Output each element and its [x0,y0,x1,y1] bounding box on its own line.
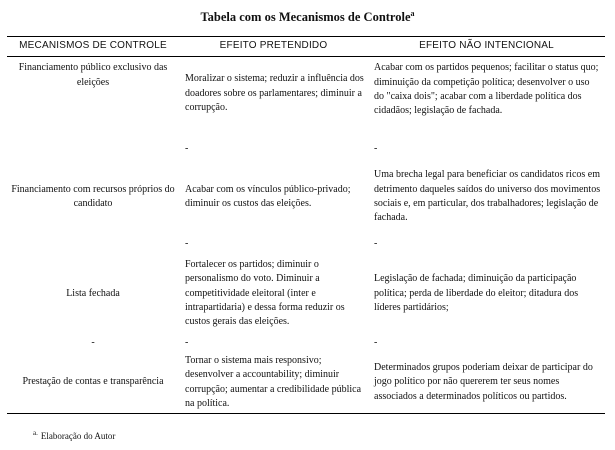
table-row [7,141,605,158]
column-header-mechanisms: MECANISMOS DE CONTROLE [7,37,179,57]
mechanism-cell: Financiamento público exclusivo das eleições [18,62,168,88]
mechanism-cell: Financiamento com recursos próprios do candidato [11,183,175,209]
unintended-effect-cell: - [374,143,378,155]
table-row [7,253,605,335]
footnote-text: Elaboração do Autor [40,431,116,441]
mechanism-cell [7,236,179,253]
intended-effect-cell: Moralizar o sistema; reduzir a influência dos doadores sobre os parlamentares; diminuir a corrupção. [185,73,364,113]
intended-effect-cell: - [185,238,189,250]
unintended-effect-cell: Determinados grupos poderiam deixar de participar do jogo político por não quererem ter seus nomes associados a determinados políticos ou partidos. [368,352,605,414]
mechanism-cell: - [91,337,95,349]
table-row [7,335,605,352]
footnote-marker: a. [33,429,38,437]
table-footnote [33,429,115,441]
unintended-effect-cell: Uma brecha legal para beneficiar os candidatos ricos em detrimento daqueles saídos do universo dos movimentos sociais e, em particular, dos trabalhadores; legislação de fachada. [374,169,601,224]
table-row [7,236,605,253]
table-row [7,352,605,414]
intended-effect-cell: Fortalecer os partidos; diminuir o personalismo do voto. Diminuir a competitividade eleitoral (inter e intrapartidaria) e dessa forma reduzir os custos gerais das eleições. [185,259,345,328]
unintended-effect-cell: Legislação de fachada; diminuição da participação política; perda de liberdade do eleitor; ditadura dos líderes partidários; [374,273,579,313]
table-header-row [7,37,605,57]
unintended-effect-cell: Acabar com os partidos pequenos; facilitar o status quo; diminuição da competição política; desenvolver o uso do "caixa dois"; acabar com a liberdade política dos cidadãos; legislação de fachada. [374,62,599,117]
mechanism-cell: Lista fechada [66,287,120,299]
intended-effect-cell: Tornar o sistema mais responsivo; desenvolver a accountability; diminuir corrupção; aumentar a credibilidade pública na política. [179,352,368,414]
table-row [7,158,605,236]
unintended-effect-cell: - [374,337,378,349]
column-header-intended-effect: EFEITO PRETENDIDO [179,37,368,57]
intended-effect-cell: - [185,143,189,155]
mechanism-cell [7,141,179,158]
column-header-unintended-effect: EFEITO NÃO INTENCIONAL [368,37,605,57]
control-mechanisms-table [7,36,605,414]
mechanism-cell: Prestação de contas e transparência [7,352,179,414]
title-footnote-marker: a [410,9,415,18]
table-title: Tabela com os Mecanismos de Controle$^a$ [200,9,415,25]
intended-effect-cell: Acabar com os vínculos público-privado; diminuir os custos das eleições. [185,183,351,209]
unintended-effect-cell: - [374,238,378,250]
table-row [7,57,605,141]
intended-effect-cell: - [185,337,189,349]
